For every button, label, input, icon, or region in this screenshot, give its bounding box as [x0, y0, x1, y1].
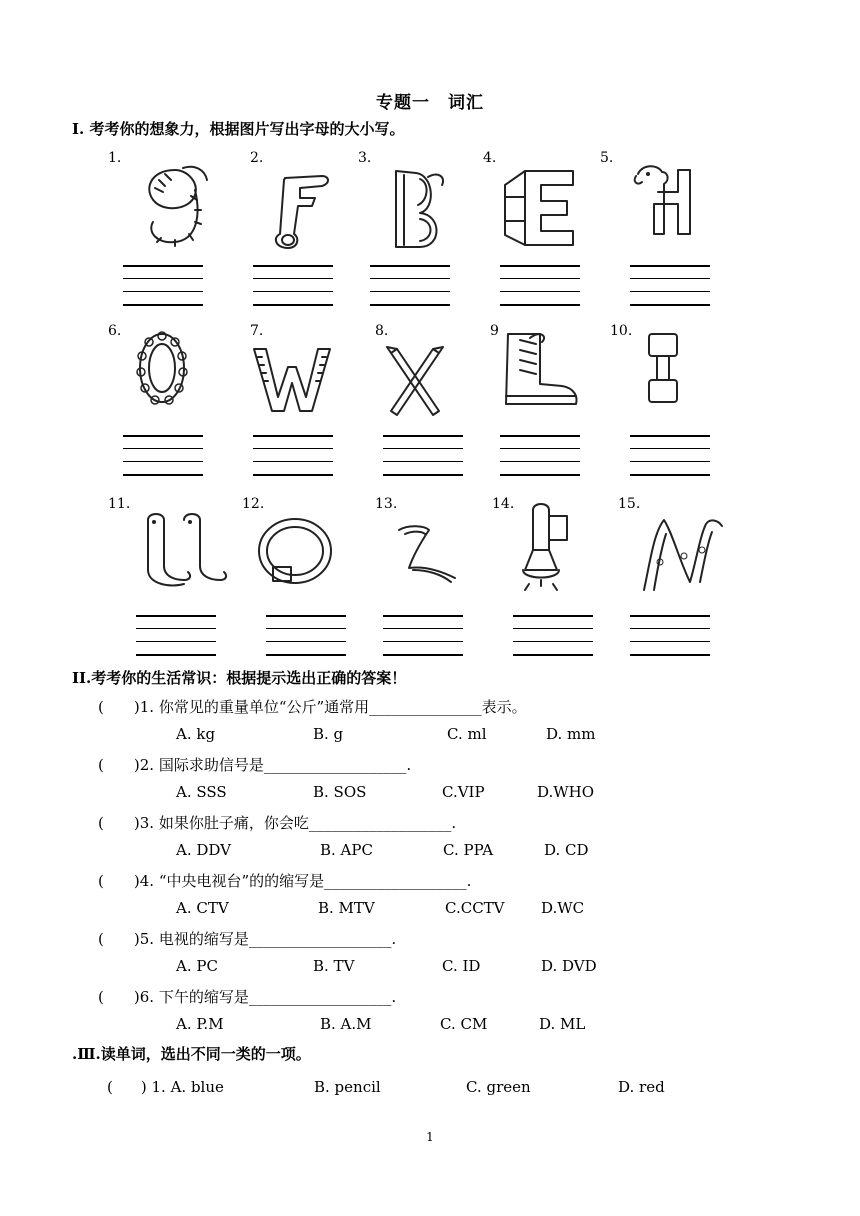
answer-lines[interactable]: [513, 615, 593, 667]
answer-paren[interactable]: (: [98, 698, 104, 716]
item-number: 10.: [610, 323, 633, 339]
item-number: 5.: [600, 150, 614, 166]
flower-letter-o-icon: [135, 328, 190, 408]
answer-paren[interactable]: (: [98, 756, 104, 774]
rope-letter-g-icon: [135, 160, 215, 250]
option-b[interactable]: B. g: [313, 725, 344, 743]
question-1: [98, 696, 527, 717]
answer-lines[interactable]: [500, 265, 580, 317]
ribbon-letter-z-icon: [395, 520, 460, 585]
answer-lines[interactable]: [123, 435, 203, 487]
question-text: 你常见的重量单位“公斤”通常用_______________表示。: [158, 698, 527, 716]
option-a[interactable]: A. PC: [176, 957, 218, 975]
option-b[interactable]: B. pencil: [314, 1078, 381, 1096]
wrench-letter-f-icon: [260, 168, 335, 253]
option-c[interactable]: C. CM: [440, 1015, 488, 1033]
option-c[interactable]: C.VIP: [442, 783, 485, 801]
answer-lines[interactable]: [630, 615, 710, 667]
option-c[interactable]: C.CCTV: [445, 899, 505, 917]
question-number: )3.: [133, 814, 155, 832]
option-c[interactable]: C. ml: [447, 725, 487, 743]
page-title: [0, 88, 860, 113]
block-letter-e-icon: [495, 165, 580, 250]
answer-lines[interactable]: [500, 435, 580, 487]
question-number: )1.: [133, 698, 155, 716]
bird-letter-b-icon: [390, 165, 450, 255]
answer-lines[interactable]: [383, 435, 463, 487]
option-d[interactable]: D. CD: [544, 841, 589, 859]
ruler-letter-w-icon: [250, 345, 335, 415]
question-number: )5.: [133, 930, 155, 948]
answer-lines[interactable]: [253, 435, 333, 487]
question-5: [98, 928, 396, 949]
snake-letter-n-icon: [640, 512, 725, 597]
answer-lines[interactable]: [370, 265, 450, 317]
lamp-letter-j-icon: [515, 500, 575, 600]
section2-heading: II.考考你的生活常识：根据提示选出正确的答案！: [72, 669, 407, 687]
answer-paren[interactable]: (: [98, 814, 104, 832]
question-number: )6.: [133, 988, 155, 1006]
answer-lines[interactable]: [630, 265, 710, 317]
answer-lines[interactable]: [266, 615, 346, 667]
answer-paren[interactable]: (: [98, 988, 104, 1006]
item-number: 3.: [358, 150, 372, 166]
answer-paren[interactable]: (: [107, 1078, 113, 1096]
option-b[interactable]: B. TV: [313, 957, 355, 975]
answer-paren[interactable]: (: [98, 872, 104, 890]
option-c[interactable]: C. ID: [442, 957, 481, 975]
item-number: 4.: [483, 150, 497, 166]
question-6: [98, 986, 396, 1007]
option-b[interactable]: B. SOS: [313, 783, 367, 801]
question-text: 国际求助信号是___________________.: [158, 756, 412, 774]
option-a[interactable]: A. SSS: [176, 783, 227, 801]
question-3-1: [107, 1078, 224, 1096]
option-d[interactable]: D. ML: [539, 1015, 586, 1033]
answer-lines[interactable]: [136, 615, 216, 667]
question-3: [98, 812, 456, 833]
option-d[interactable]: D. mm: [546, 725, 596, 743]
title-part2: 词汇: [448, 93, 484, 113]
question-number: )4.: [133, 872, 155, 890]
item-number: 8.: [375, 323, 389, 339]
question-text: 电视的缩写是___________________.: [158, 930, 397, 948]
option-a[interactable]: A. kg: [176, 725, 216, 743]
option-b[interactable]: B. A.M: [320, 1015, 372, 1033]
option-c[interactable]: C. green: [466, 1078, 531, 1096]
item-number: 7.: [250, 323, 264, 339]
item-number: 2.: [250, 150, 264, 166]
question-number: )2.: [133, 756, 155, 774]
answer-lines[interactable]: [630, 435, 710, 487]
option-a[interactable]: A. CTV: [176, 899, 229, 917]
section1-heading: Ⅰ. 考考你的想象力，根据图片写出字母的大小写。: [72, 120, 405, 138]
option-d[interactable]: D.WHO: [537, 783, 595, 801]
item-number: 6.: [108, 323, 122, 339]
item-number: 15.: [618, 496, 641, 512]
item-number: 12.: [242, 496, 265, 512]
fish-letter-u-icon: [140, 510, 230, 590]
item-number: 11.: [108, 496, 131, 512]
answer-lines[interactable]: [383, 615, 463, 667]
option-d[interactable]: D. red: [618, 1078, 665, 1096]
question-text: 下午的缩写是___________________.: [158, 988, 397, 1006]
section3-heading: .Ⅲ.读单词，选出不同一类的一项。: [72, 1045, 311, 1063]
answer-lines[interactable]: [123, 265, 203, 317]
pencils-letter-x-icon: [385, 345, 445, 420]
page-number: 1: [426, 1130, 434, 1144]
item-number: 13.: [375, 496, 398, 512]
question-text: 如果你肚子痛，你会吃___________________.: [158, 814, 457, 832]
question-number: ) 1.: [140, 1078, 166, 1096]
title-part1: 专题一: [376, 93, 430, 113]
dumbbell-letter-i-icon: [643, 330, 683, 410]
boot-letter-l-icon: [500, 330, 580, 410]
option-c[interactable]: C. PPA: [443, 841, 494, 859]
option-a[interactable]: A. DDV: [176, 841, 231, 859]
option-b[interactable]: B. APC: [320, 841, 373, 859]
question-2: [98, 754, 411, 775]
item-number: 9: [490, 323, 499, 339]
belt-letter-o-icon: [255, 515, 335, 590]
option-a[interactable]: A. blue: [170, 1078, 224, 1096]
dog-letter-h-icon: [628, 160, 708, 245]
option-d[interactable]: D.WC: [541, 899, 585, 917]
option-a[interactable]: A. P.M: [176, 1015, 224, 1033]
option-d[interactable]: D. DVD: [541, 957, 597, 975]
question-text: “中央电视台”的的缩写是___________________.: [158, 872, 472, 890]
item-number: 14.: [492, 496, 515, 512]
question-4: [98, 870, 471, 891]
answer-paren[interactable]: (: [98, 930, 104, 948]
answer-lines[interactable]: [253, 265, 333, 317]
option-b[interactable]: B. MTV: [318, 899, 375, 917]
item-number: 1.: [108, 150, 122, 166]
